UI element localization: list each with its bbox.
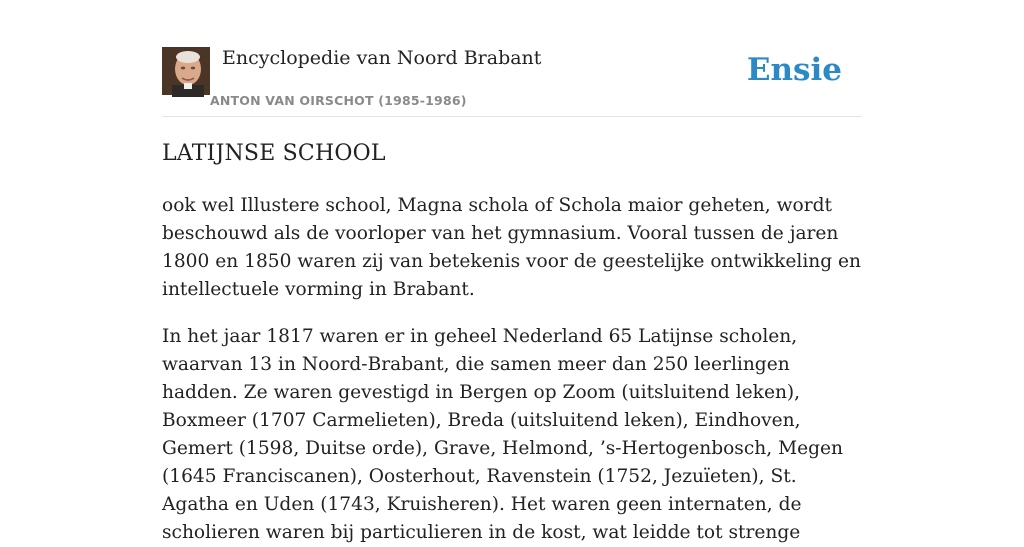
avatar[interactable]: [162, 47, 210, 95]
article: [162, 136, 862, 547]
header: [162, 0, 862, 117]
article-title: LATIJNSE SCHOOL: [162, 141, 386, 166]
source-title[interactable]: Encyclopedie van Noord Brabant: [222, 47, 542, 69]
article-paragraph: In het jaar 1817 waren er in geheel Nederland 65 Latijnse scholen, waarvan 13 in Noord-Brabant, die samen meer dan 250 leerlingen hadden. Ze waren gevestigd in Bergen op Zoom (uitsluitend leken), Boxmeer (1707 Carmelieten), Breda (uitsluitend leken), Eindhoven, Gemert (1598, Duitse orde), Grave, Helmond, ’s-Hertogenbosch, Megen (1645 Franciscanen), Oosterhout, Ravenstein (1752, Jezuïeten), St. Agatha en Uden (1743, Kruisheren). Het waren geen internaten, de scholieren waren bij particulieren in de kost, wat leidde tot strenge: [162, 326, 843, 543]
ensie-logo[interactable]: Ensie: [746, 52, 842, 88]
author-portrait-icon: [162, 47, 210, 95]
author-line[interactable]: ANTON VAN OIRSCHOT (1985-1986): [210, 93, 467, 108]
article-paragraph: ook wel Illustere school, Magna schola of Schola maior geheten, wordt beschouwd als de voorloper van het gymnasium. Vooral tussen de jaren 1800 en 1850 waren zij van betekenis voor de geestelijke ontwikkeling en intellectuele vorming in Brabant.: [162, 195, 862, 300]
